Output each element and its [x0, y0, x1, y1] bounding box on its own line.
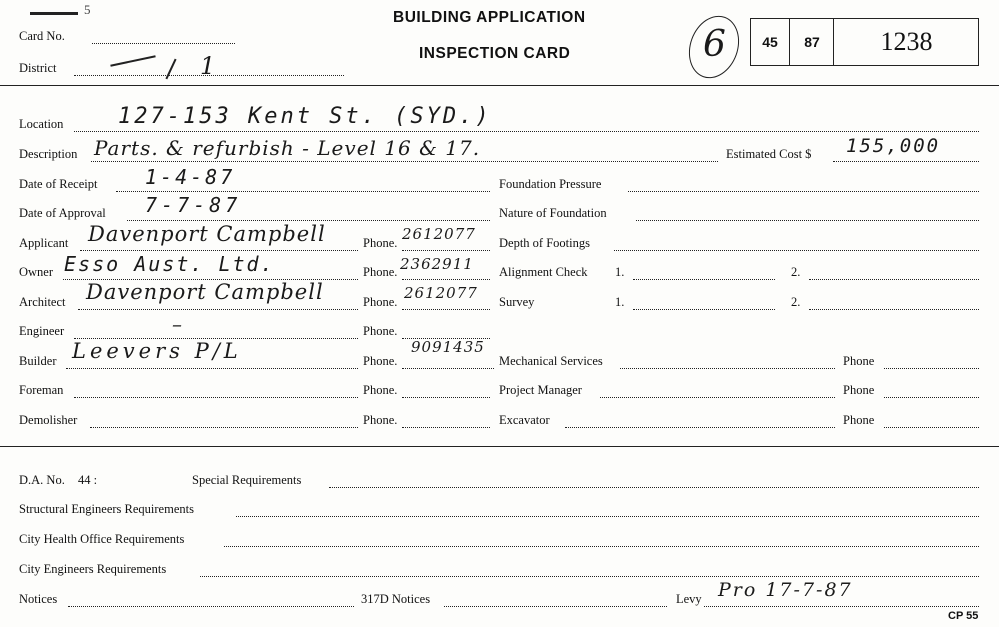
engineers-label: City Engineers Requirements [19, 562, 167, 576]
builder-phone: 9091435 [411, 338, 485, 356]
architect-line [78, 309, 358, 310]
owner-value: Esso Aust. Ltd. [64, 252, 275, 276]
levy-line [704, 606, 979, 607]
estimated-cost-label: Estimated Cost $ [726, 147, 812, 161]
foundation-pressure-label: Foundation Pressure [499, 177, 602, 191]
special-label: Special Requirements [192, 473, 302, 487]
architect-label: Architect [19, 295, 66, 309]
excavator-line [565, 427, 835, 428]
depth-footings-label: Depth of Footings [499, 236, 590, 250]
architect-phone: 2612077 [404, 284, 478, 302]
project-manager-phone-label: Phone [843, 383, 875, 397]
approval-value: 7-7-87 [145, 193, 242, 217]
nature-foundation-line [636, 220, 979, 221]
applicant-phone: 2612077 [402, 225, 476, 243]
builder-line [66, 368, 358, 369]
alignment-check-label: Alignment Check [499, 265, 588, 279]
circled-number: 6 [703, 24, 727, 65]
card-no-label: Card No. [19, 29, 65, 43]
architect-phone-line [402, 309, 490, 310]
notices-line [68, 606, 354, 607]
builder-label: Builder [19, 354, 57, 368]
depth-footings-line [614, 250, 979, 251]
approval-label: Date of Approval [19, 206, 106, 220]
mechanical-phone-label: Phone [843, 354, 875, 368]
mechanical-line [620, 368, 835, 369]
structural-line [236, 516, 979, 517]
excavator-phone-label: Phone [843, 413, 875, 427]
owner-phone-label: Phone. [363, 265, 398, 279]
description-label: Description [19, 147, 78, 161]
special-line [329, 487, 979, 488]
box-a: 45 [751, 19, 790, 65]
architect-value: Davenport Campbell [86, 280, 324, 304]
title-line2: INSPECTION CARD [419, 45, 571, 62]
engineer-label: Engineer [19, 324, 65, 338]
foreman-line [74, 397, 358, 398]
alignment-num2: 2. [791, 265, 801, 279]
da-value: 44 : [78, 473, 98, 487]
foundation-pressure-line [628, 191, 979, 192]
structural-label: Structural Engineers Requirements [19, 502, 194, 516]
estimated-cost-value: 155,000 [846, 135, 941, 157]
title-line1: BUILDING APPLICATION [393, 9, 586, 26]
engineers-line [200, 576, 979, 577]
foreman-phone-line [402, 397, 490, 398]
form-code: CP 55 [948, 610, 979, 622]
demolisher-phone-line [402, 427, 490, 428]
health-label: City Health Office Requirements [19, 532, 185, 546]
district-strike [110, 55, 155, 67]
notices-317d-line [444, 606, 667, 607]
middle-rule [0, 446, 999, 447]
health-line [224, 546, 979, 547]
card-no-line [92, 43, 235, 44]
builder-value: Leevers P/L [72, 339, 242, 363]
card-number-box [750, 18, 979, 66]
excavator-phone-line [884, 427, 979, 428]
description-line [91, 161, 718, 162]
foreman-label: Foreman [19, 383, 64, 397]
district-slash [165, 59, 176, 80]
survey-num1: 1. [615, 295, 625, 309]
applicant-phone-label: Phone. [363, 236, 398, 250]
scribble-mark [30, 12, 78, 15]
owner-phone: 2362911 [400, 255, 474, 273]
approval-line [127, 220, 490, 221]
demolisher-line [90, 427, 358, 428]
owner-phone-line [402, 279, 490, 280]
receipt-line [116, 191, 490, 192]
nature-foundation-label: Nature of Foundation [499, 206, 607, 220]
alignment-line2 [809, 279, 979, 280]
demolisher-phone-label: Phone. [363, 413, 398, 427]
survey-line2 [809, 309, 979, 310]
demolisher-label: Demolisher [19, 413, 78, 427]
header-rule [0, 85, 999, 86]
builder-phone-line [402, 368, 494, 369]
survey-label: Survey [499, 295, 535, 309]
box-b: 87 [791, 19, 834, 65]
applicant-value: Davenport Campbell [88, 222, 326, 246]
project-manager-label: Project Manager [499, 383, 582, 397]
location-line [74, 131, 979, 132]
project-manager-line [600, 397, 835, 398]
survey-num2: 2. [791, 295, 801, 309]
project-manager-phone-line [884, 397, 979, 398]
survey-line1 [633, 309, 775, 310]
engineer-phone-label: Phone. [363, 324, 398, 338]
owner-label: Owner [19, 265, 54, 279]
levy-label: Levy [676, 592, 702, 606]
mechanical-label: Mechanical Services [499, 354, 603, 368]
district-value: 1 [200, 52, 217, 80]
mechanical-phone-line [884, 368, 979, 369]
applicant-label: Applicant [19, 236, 69, 250]
receipt-label: Date of Receipt [19, 177, 98, 191]
location-label: Location [19, 117, 64, 131]
notices-317d-label: 317D Notices [361, 592, 431, 606]
notices-label: Notices [19, 592, 58, 606]
receipt-value: 1-4-87 [145, 165, 236, 189]
applicant-line [80, 250, 358, 251]
card-no-note: 5 [84, 2, 91, 17]
estimated-cost-line [833, 161, 979, 162]
architect-phone-label: Phone. [363, 295, 398, 309]
foreman-phone-label: Phone. [363, 383, 398, 397]
levy-value: Pro 17-7-87 [718, 579, 853, 601]
engineer-value: – [172, 312, 183, 336]
excavator-label: Excavator [499, 413, 550, 427]
da-label: D.A. No. [19, 473, 65, 487]
card-number: 1238 [880, 27, 933, 56]
alignment-line1 [633, 279, 775, 280]
description-value: Parts. & refurbish - Level 16 & 17. [94, 136, 481, 160]
alignment-num1: 1. [615, 265, 625, 279]
applicant-phone-line [402, 250, 490, 251]
builder-phone-label: Phone. [363, 354, 398, 368]
district-label: District [19, 61, 57, 75]
location-value: 127-153 Kent St. (SYD.) [118, 104, 492, 129]
